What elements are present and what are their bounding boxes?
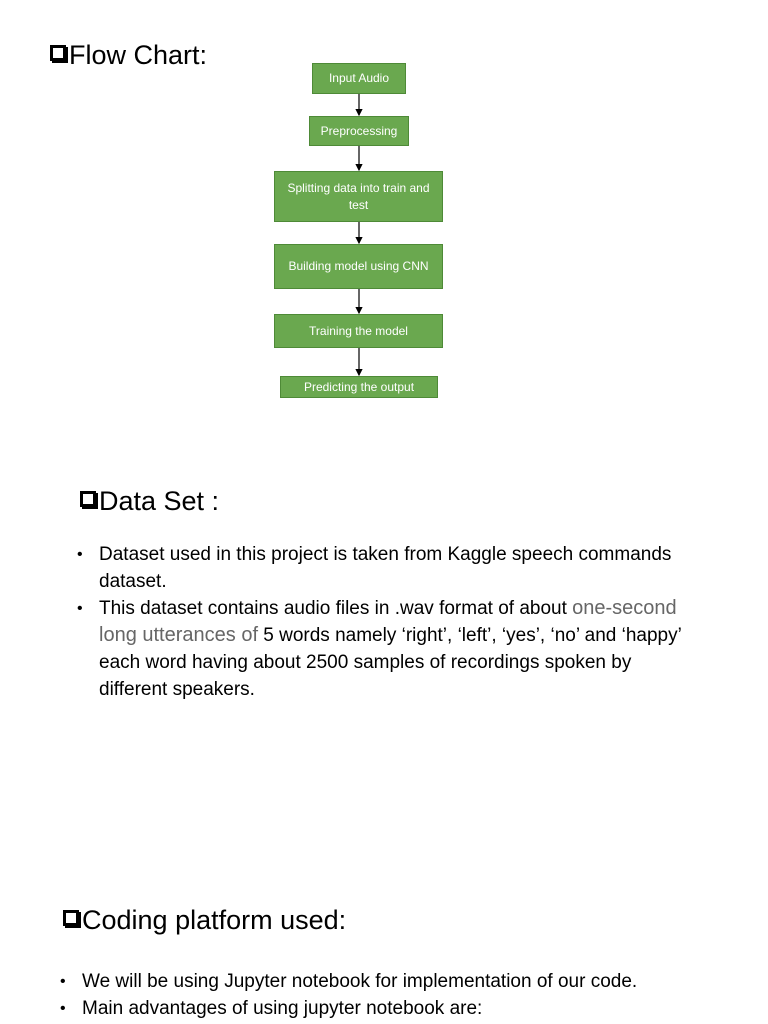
- list-item: [77, 595, 687, 703]
- dataset-description-highlight: one-second long utterances of: [99, 597, 677, 646]
- coding-bullet-text: Main advantages of using jupyter notebook are:: [82, 998, 483, 1019]
- flow-step-training: Training the model: [274, 314, 443, 348]
- data-set-heading-text: Data Set :: [99, 486, 220, 516]
- flow-chart-heading-text: Flow Chart:: [69, 40, 208, 70]
- list-item: [60, 968, 760, 995]
- list-item: [60, 995, 760, 1022]
- coding-platform-heading: [63, 905, 346, 936]
- flow-step-input-audio: Input Audio: [312, 63, 406, 94]
- dataset-source-text: Dataset used in this project is taken from Kaggle speech commands dataset.: [99, 544, 672, 592]
- flow-step-building-model: Building model using CNN: [274, 244, 443, 289]
- list-item: [77, 541, 687, 595]
- flow-step-splitting: Splitting data into train and test: [274, 171, 443, 222]
- dataset-description-text-start: This dataset contains audio files in .wav format of about: [99, 598, 573, 619]
- flow-step-predicting: Predicting the output: [280, 376, 438, 398]
- data-set-heading: [80, 486, 219, 517]
- dataset-description-text-end: 5 words namely ‘right’, ‘left’, ‘yes’, ‘no’ and ‘happy’ each word having about 2500 samples of recordings spoken by different speakers.: [99, 625, 682, 700]
- coding-platform-heading-text: Coding platform used:: [82, 905, 347, 935]
- flow-step-preprocessing: Preprocessing: [309, 116, 409, 146]
- checkbox-bullet-icon: [63, 910, 79, 926]
- dataset-bullet-list: [77, 541, 687, 703]
- coding-bullet-text: We will be using Jupyter notebook for implementation of our code.: [82, 971, 638, 992]
- coding-bullet-list: [60, 968, 760, 1022]
- checkbox-bullet-icon: [80, 491, 96, 507]
